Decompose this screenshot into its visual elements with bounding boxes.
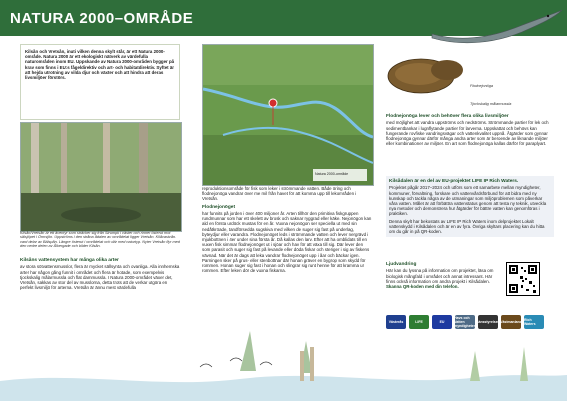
col2-heading: Flodnejonöget — [202, 204, 236, 210]
qr-code[interactable] — [506, 262, 540, 296]
column-1 — [20, 258, 180, 290]
page-title: NATURA 2000–OMRÅDE — [10, 10, 194, 27]
project-text: Projektet pågår 2017–2024 och utförs som ett samarbete mellan myndigheter, kommuner, förvaltning, forskare och vattenvårdsförbund för att bidra med ny kunskap och tackla några av de utmaningar som miljöproblemen som påverkar våra vatten. Målet är att förbättra vattenstatus genom att testa ny teknik, utveckla nya metoder och demonstrera hur åtgärder för bättre vatten kan genomföras i praktiken. — [389, 185, 547, 217]
forest-photo — [20, 122, 182, 232]
lamprey-illustration — [430, 4, 564, 46]
photo-caption: Kilsån/Vretsån är ett äventyr som sträcker sig från Strumpk i väster och rinner österut mot sälsjöpet i Örmsjön. Uppströms i den stråna ådalen av områdelat ligger Vretsån. Kilåvastvån. vard delar av Bälspån. Längre österut i områdelat och där med naturtyp. Nyter Vretsån flyr med den nedre delen av Ålkergade och bilder Kilsån. — [20, 231, 180, 249]
logo-4: Länsstyrelsen — [478, 315, 498, 329]
logo-2: EU — [432, 315, 452, 329]
logo-6: Rich Waters — [524, 315, 544, 329]
map-label: Natura 2000-område — [315, 172, 349, 176]
logo-5: Västmanland — [501, 315, 521, 329]
column-2 — [202, 186, 372, 273]
audio-heading: Ljudvandring — [386, 262, 417, 267]
water-scene — [0, 311, 567, 401]
audio-cta: Skanna QR-koden med din telefon. — [386, 284, 459, 290]
col3-heading: Flodnejonöga lever och behöver flera olika livsmiljöer — [386, 114, 509, 119]
project-box — [386, 176, 554, 237]
area-map — [202, 44, 374, 186]
logo-1: LIFE — [409, 315, 429, 329]
project-text-2: Denna skylt har bekostats av LIFE IP Rich Waters inom delprojektet Lokalt vattenskydd i Kilsådalen och är en av fyra. Övriga skyltars placering kan du hitta om du går in på QR-koden. — [389, 218, 545, 235]
column-3 — [386, 114, 554, 146]
audio-walk — [386, 262, 501, 289]
col2-text: har funnits på jorden i över 400 miljoner år. Arten tillhör den primitiva fiskgruppen rundmunnar som har ett skelett av brosk och saknar ryggrad eller käke. Nejonögon kan ald en första urdöck mustas för en år. Vuxna nejonögon ser speciella ut med sin nedåtkröade, tandförsedda sugskiva med vilken de suger sig fast på underlag, byteydjur eller varandra. Flodnejonöget leds i strömmande vatten och lever nergrävd i mjukbottnen i 4er under sina första år. Då kallas den larv. Efter att ha omblidats till en vuxen fisk simmar flodnejonöget ut i sjöar och hav för att växa till sig. Där lever den som parasit och suger sig fast på levande eller döda fiskar och steriger i sig av fiskens vävnad. När det är dags att leka vandrar flodnejonöget upp i åar och bäckar igen. Parningen sker på grus- eller stenbottnar där honan gräver en bygrop som skydd för rommen. Honan suger sig fast i honan och slingrar sig runt henne för att kramma ur rommen. Efter leken dör de vuxna fiskarna. — [202, 211, 372, 274]
intro-panel — [20, 44, 180, 120]
col3-text: med möjlighet att vandra uppströms och nedströms. Strömmande partier för lek och sedimentbankar i lugnflytande partier för larverna. Uppskattat och behövs kan fungerande rovfiske vandringsvägar och vattenkvalitet uppnå. Åtgärder som gynnar flodnejonöga gynnar därför många andra arter som är beroende av liknande miljöer eller kombinationer av miljöer. En art som flodnejonöga kallas därför för paraplyart. — [386, 120, 549, 147]
project-heading: Kilsådalen är en del av EU-projektet LIFE IP Rich Waters. — [389, 179, 519, 184]
intro-text: Kilsån och Vretsån, inuti vilken denna skylt står, är ett Natura 2000-område. Natura 2000 är ett ekologiskt nätverk av värdefulla naturområden inom EU. Uppskande av Natura 2000-områden bygger på krav som finns i EU:s fågeldirektiv och art- och habitatdirektiv. Syftet är att hejda utrotning av vilda djur och växter och att hindra att deras livsmiljöer förstörs. — [25, 49, 175, 81]
logo-0: Västerås — [386, 315, 406, 329]
mussel-label: Tjockskalig målarmussla — [470, 102, 512, 106]
col1-text: av stora sötvattensmusslor, flera är mycket sällsynta och ovanliga. Alla innhemska arter har någon gång funnit i området och flera är hotade, som exempelvis tjockskalig målarmussla och flat dammussla. I Natura 2000-området växer det, Vretsån, sakkas av stor del av musslorna, detta trots att de verkar utgöra en perfekt livsmiljö för arterna. Vretsån är ännu mest värdefulla — [20, 264, 180, 291]
logo-3: Havs och Vatten myndigheten — [454, 316, 476, 328]
mussel-illustration — [385, 50, 467, 96]
col2-lead: reproduktionsområde för fisk som leker i strömmande vatten. Både öring och flodnejonöga vandrar över me mil från havet för att komma upp till lekområden i Vretsån. — [202, 186, 357, 202]
col1-heading: Kilsåns vattensystem har många olika arter — [20, 258, 119, 263]
audio-text: Här kan du lyssna på information om projektet, läsa om biologisk mångfald i området och annat intressant. Här finns också information om andra projekt i Kilsådalen. — [386, 268, 494, 284]
lamprey-label: Flodnejonöga — [470, 84, 494, 88]
